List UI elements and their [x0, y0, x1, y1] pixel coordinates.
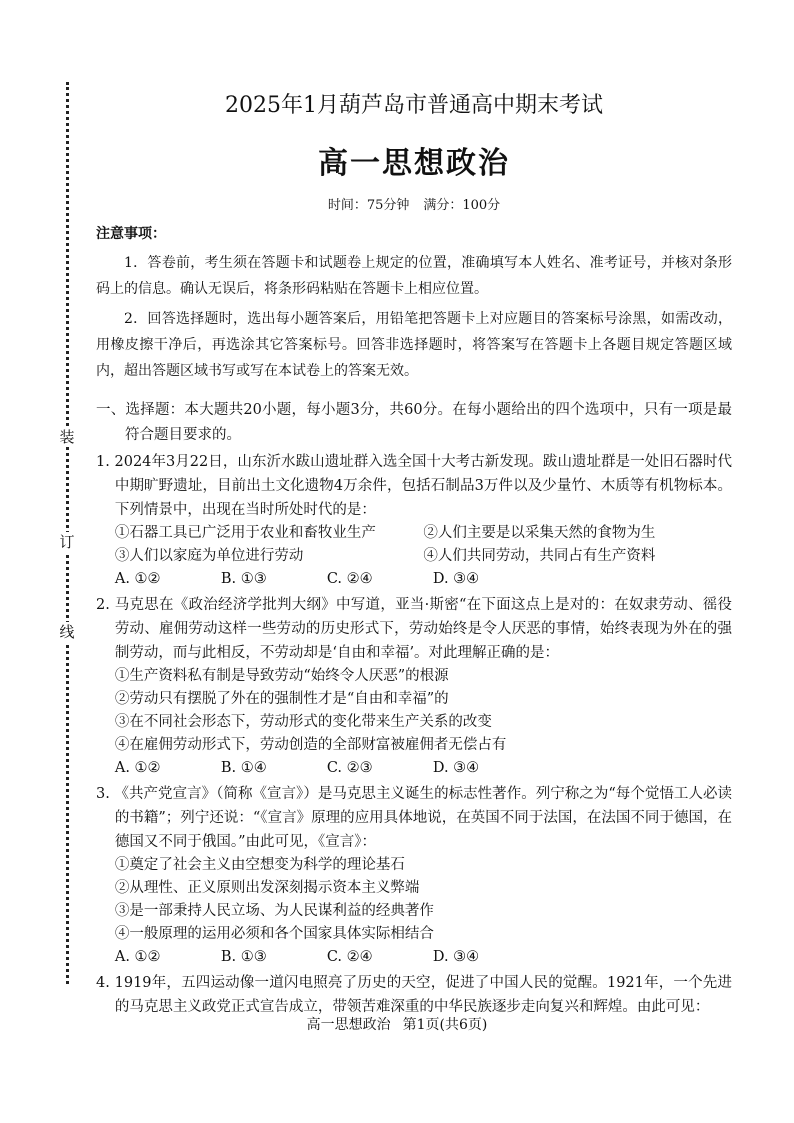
option-d: D. ③④ [432, 760, 480, 776]
statement: ③是一部秉持人民立场、为人民谋利益的经典著作 [114, 903, 434, 919]
statement: ③人们以家庭为单位进行劳动 [114, 548, 304, 564]
section-heading: 一、选择题：本大题共20小题，每小题3分，共60分。在每小题给出的四个选项中，只有一项是最符合题目要求的。 [96, 402, 732, 443]
answer-options [96, 946, 732, 969]
option-b: B. ①③ [220, 571, 267, 587]
exam-page [96, 88, 732, 1019]
question-stem: 3. 《共产党宣言》（简称《宣言》）是马克思主义诞生的标志性著作。列宁称之为“每个觉悟工人必读的书籍”；列宁还说：“《宣言》原理的应用具体地说，在英国不同于法国，在法国不同于德国，在德国又不同于俄国。”由此可见，《宣言》： [96, 786, 732, 850]
question-stem: 1. 2024年3月22日，山东沂水跋山遗址群入选全国十大考古新发现。跋山遗址群是一处旧石器时代中期旷野遗址，目前出土文化遗物4万余件，包括石制品3万件以及少量竹、木质等有机物标本。下列情景中，出现在当时所处时代的是： [96, 454, 732, 518]
option-c: C. ②③ [326, 760, 373, 776]
question-stem: 2. 马克思在《政治经济学批判大纲》中写道，亚当·斯密“在下面这点上是对的：在奴隶劳动、徭役劳动、雇佣劳动这样一些劳动的历史形式下，劳动始终是令人厌恶的事情，始终表现为外在的强制劳动，而与此相反，不劳动却是‘自由和幸福’。对此理解正确的是： [96, 597, 732, 661]
question-3 [96, 782, 732, 969]
answer-options [96, 757, 732, 780]
question-stem: 4. 1919年，五四运动像一道闪电照亮了历史的天空，促进了中国人民的觉醒。1921年，一个先进的马克思主义政党正式宣告成立，带领苦难深重的中华民族逐步走向复兴和辉煌。由此可见： [96, 975, 732, 1015]
notice-item-1: 1．答卷前，考生须在答题卡和试题卷上规定的位置，准确填写本人姓名、准考证号，并核对条形码上的信息。确认无误后，将条形码粘贴在答题卡上相应位置。 [96, 255, 732, 297]
notice-item-2: 2．回答选择题时，选出每小题答案后，用铅笔把答题卡上对应题目的答案标号涂黑，如需改动，用橡皮擦干净后，再选涂其它答案标号。回答非选择题时，将答案写在答题卡上各题目规定答题区域内，超出答题区域书写或写在本试卷上的答案无效。 [96, 311, 732, 379]
option-c: C. ②④ [326, 571, 373, 587]
binding-char-xian: 线 [57, 622, 77, 642]
notice-title: 注意事项： [96, 226, 166, 242]
footer-page-number: 第1页(共6页) [402, 1017, 488, 1033]
binding-char-zhuang: 装 [57, 427, 77, 447]
option-b: B. ①④ [220, 760, 267, 776]
statement: ①生产资料私有制是导致劳动“始终令人厌恶”的根源 [114, 668, 449, 684]
statement: ②人们主要是以采集天然的食物为生 [423, 525, 656, 541]
option-a: A. ①② [114, 949, 161, 965]
exam-subject: 高一思想政治 [318, 146, 510, 181]
statement-row [96, 545, 732, 568]
question-1 [96, 450, 732, 591]
statement: ②劳动只有摆脱了外在的强制性才是“自由和幸福”的 [114, 691, 449, 707]
option-d: D. ③④ [432, 571, 480, 587]
question-2 [96, 593, 732, 780]
statement-row [96, 522, 732, 545]
statement: ②从理性、正义原则出发深刻揭示资本主义弊端 [114, 880, 420, 896]
exam-time: 时间：75分钟 [327, 198, 410, 213]
exam-time-info [96, 196, 732, 216]
option-b: B. ①③ [220, 949, 267, 965]
exam-title: 2025年1月葫芦岛市普通高中期末考试 [225, 93, 603, 118]
footer-subject: 高一思想政治 [306, 1017, 391, 1033]
question-4 [96, 971, 732, 1019]
statement: ①石器工具已广泛用于农业和畜牧业生产 [114, 525, 376, 541]
statement: ③在不同社会形态下，劳动形式的变化带来生产关系的改变 [114, 714, 492, 730]
statement: ④一般原理的运用必须和各个国家具体实际相结合 [114, 926, 434, 942]
binding-char-ding: 订 [57, 532, 77, 552]
page-footer [0, 1015, 794, 1035]
binding-line [60, 82, 74, 984]
statement: ①奠定了社会主义由空想变为科学的理论基石 [114, 857, 405, 873]
option-d: D. ③④ [432, 949, 480, 965]
statement: ④在雇佣劳动形式下，劳动创造的全部财富被雇佣者无偿占有 [114, 737, 507, 753]
option-a: A. ①② [114, 571, 161, 587]
option-a: A. ①② [114, 760, 161, 776]
answer-options [96, 568, 732, 591]
statement: ④人们共同劳动，共同占有生产资料 [423, 548, 656, 564]
exam-score: 满分：100分 [423, 198, 501, 213]
option-c: C. ②④ [326, 949, 373, 965]
